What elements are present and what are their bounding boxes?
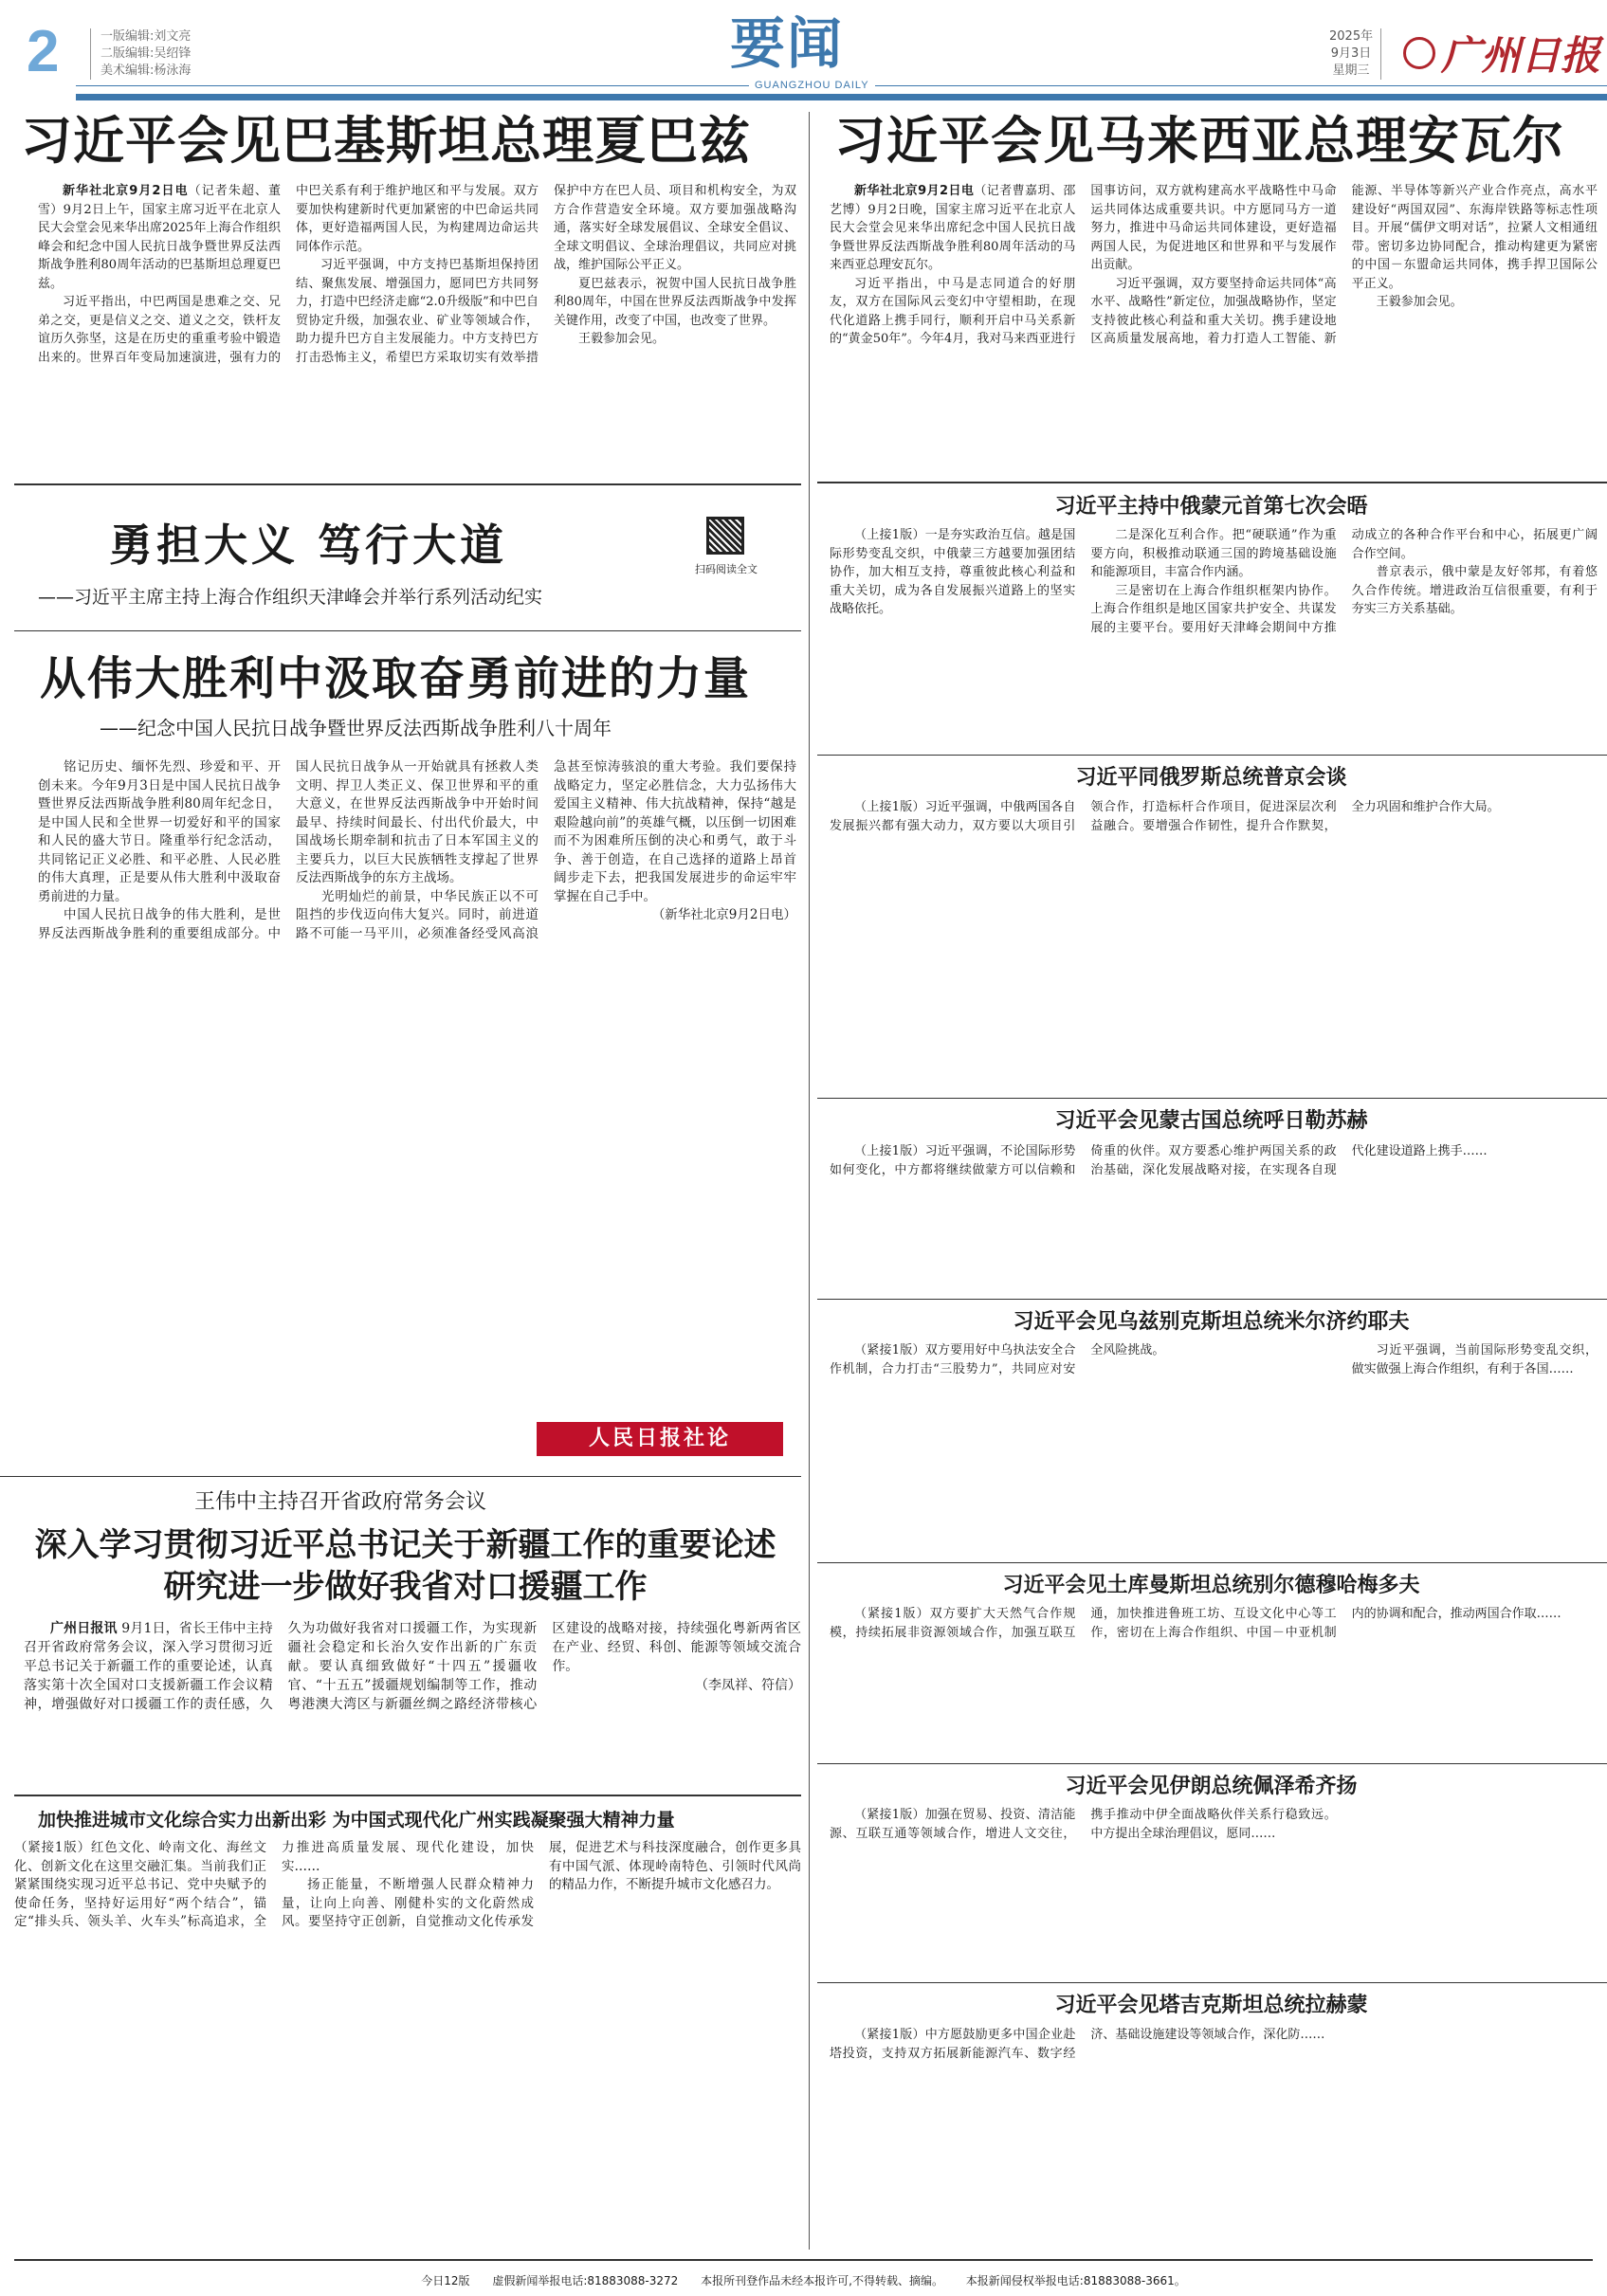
xinjiang-body: [24, 1619, 801, 1785]
story-headline: 习近平会见塔吉克斯坦总统拉赫蒙: [1054, 1994, 1368, 2017]
story-headline: 习近平同俄罗斯总统普京会谈: [1075, 766, 1347, 790]
story-body: [830, 2026, 1598, 2225]
qr-code-icon[interactable]: [706, 517, 744, 555]
culture-body: [14, 1839, 801, 2228]
dateline: 新华社北京9月2日电: [854, 184, 975, 198]
story-headline: 习近平主持中俄蒙元首第七次会晤: [1054, 495, 1368, 519]
feature-title: 勇担大义 笃行大道: [109, 519, 508, 571]
paragraph: 习近平强调，双方要坚持命运共同体“高水平、战略性”新定位，加强战略协作，坚定支持彼此核心利益和重大关切。携手建设地区高质量发展高地，着力打造人工智能、新能源、半导体等新兴产业合作亮点，高水平建设好“两国双园”、东海岸铁路等标志性项目。开展“儒伊文明对话”，拉紧人文相通纽带。密切多边协同配合，推动构建更为紧密的中国－东盟命运共同体，携手捍卫国际公平正义。: [1090, 184, 1598, 346]
editor-line: 一版编辑:刘文亮: [100, 29, 192, 44]
paragraph: 习近平强调，中方支持巴基斯坦保持团结、聚焦发展、增强国力，愿同巴方共同努力，打造中巴经济走廊“2.0升级版”和中巴自贸协定升级，加强农业、矿业等领域合作，助力提升巴方自主发展能力。中方支持巴方打击恐怖主义，希望巴方采取切实有效举措保护中方在巴人员、项目和机构安全，为双方合作营造安全环境。双方要加强战略沟通，落实好全球发展倡议、全球安全倡议、全球文明倡议、全球治理倡议，共同应对挑战，维护国际公平正义。: [296, 184, 796, 365]
paragraph: 中国人民抗日战争的伟大胜利，是世界反法西斯战争胜利的重要组成部分。中国人民抗日战争从一开始就具有拯救人类文明、捍卫人类正义、保卫世界和平的重大意义，在世界反法西斯战争中开始时间最早、持续时间最长、付出代价最大，中国战场长期牵制和抗击了日本军国主义的主要兵力，以巨大民族牺牲支撑起了世界反法西斯战争的东方主战场。: [38, 759, 539, 941]
culture-headline: 加快推进城市文化综合实力出新出彩 为中国式现代化广州实践凝聚强大精神力量: [38, 1810, 675, 1831]
dateline: 新华社北京9月2日电: [63, 184, 189, 198]
paragraph: 习近平指出，中马是志同道合的好朋友，双方在国际风云变幻中守望相助，在现代化道路上携手同行，顺利开启中马关系新的“黄金50年”。今年4月，我对马来西亚进行国事访问，双方就构建高水平战略性中马命运共同体达成重要共识。中方愿同马方一道努力，推进中马命运共同体建设，更好造福两国人民，为促进地区和世界和平与发展作出贡献。: [830, 184, 1337, 346]
xinjiang-headline: [0, 1524, 811, 1608]
editor-line: 美术编辑:杨泳海: [100, 64, 192, 78]
story-body: [830, 1605, 1598, 1757]
paragraph: 三是密切在上海合作组织框架内协作。上海合作组织是地区国家共护安全、共谋发展的主要平台。要用好天津峰会期间中方推动成立的各种合作平台和中心，拓展更广阔合作空间。: [1090, 528, 1598, 635]
feature-subtitle: ——习近平主席主持上海合作组织天津峰会并举行系列活动纪实: [38, 587, 543, 608]
paragraph: （紧接1版）加强在贸易、投资、清洁能源、互联互通等领域合作，增进人文交往，携手推动中伊全面战略伙伴关系行稳致远。中方提出全球治理倡议，愿同……: [830, 1808, 1337, 1841]
issue-date: [1329, 28, 1381, 80]
paragraph: 9月1日，省长王伟中主持召开省政府常务会议，深入学习贯彻习近平总书记关于新疆工作的重要论述，认真落实第十次全国对口支援新疆工作会议精神，增强做好对口援疆工作的责任感，久久为功做好我省对口援疆工作，为实现新疆社会稳定和长治久安作出新的广东贡献。要认真细致做好“十四五”援疆收官、“十五五”援疆规划编制等工作，推动粤港澳大湾区与新疆丝绸之路经济带核心区建设的战略对接，持续强化粤新两省区在产业、经贸、科创、能源等领域交流合作。: [24, 1621, 801, 1712]
footer: [0, 2272, 1607, 2288]
editorial-title: 从伟大胜利中汲取奋勇前进的力量: [40, 652, 752, 705]
date-year: 2025年: [1329, 29, 1374, 44]
xinjiang-kicker: 王伟中主持召开省政府常务会议: [194, 1490, 487, 1514]
column-divider: [809, 112, 810, 2250]
story-body: [830, 1341, 1598, 1559]
paragraph: 夏巴兹表示，祝贺中国人民抗日战争胜利80周年，中国在世界反法西斯战争中发挥关键作用，改变了中国，也改变了世界。: [554, 276, 796, 328]
masthead-bar: [76, 94, 1607, 100]
paragraph: （紧接1版）中方愿鼓励更多中国企业赴塔投资，支持双方拓展新能源汽车、数字经济、基础设施建设等领域合作，深化防……: [830, 2028, 1325, 2061]
editorial-body: [38, 758, 796, 1403]
story-body: [830, 798, 1598, 1092]
section-rule: [817, 1299, 1607, 1300]
headline-pakistan: 习近平会见巴基斯坦总理夏巴兹: [21, 111, 751, 171]
story-body: [830, 1806, 1598, 1977]
section-rule: [817, 755, 1607, 756]
footer-text: 本报所刊登作品未经本报许可,不得转载、摘编。: [701, 2274, 943, 2287]
paragraph: （上接1版）习近平强调，中俄两国各自发展振兴都有强大动力，双方要以大项目引领合作，打造标杆合作项目，促进深层次利益融合。要增强合作韧性，提升合作默契，全力巩固和维护合作大局。: [830, 800, 1500, 833]
paragraph: （上接1版）一是夯实政治互信。越是国际形势变乱交织，中俄蒙三方越要加强团结协作，加大相互支持，尊重彼此核心利益和重大关切，成为各自发展振兴道路上的坚实战略依托。: [830, 528, 1076, 616]
dateline: 广州日报讯: [50, 1621, 118, 1636]
section-rule: [817, 1982, 1607, 1983]
paragraph: 王毅参加会见。: [578, 332, 666, 346]
paragraph: （上接1版）习近平强调，不论国际形势如何变化，中方都将继续做蒙方可以信赖和倚重的伙伴。双方要悉心维护两国关系的政治基础，深化发展战略对接，在实现各自现代化建设道路上携手……: [830, 1144, 1488, 1177]
paragraph: 习近平指出，中巴两国是患难之交、兄弟之交，更是信义之交、道义之交，铁杆友谊历久弥坚，这是在历史的重重考验中锻造出来的。世界百年变局加速演进，强有力的中巴关系有利于维护地区和平与发展。双方要加快构建新时代更加紧密的中巴命运共同体，更好造福两国人民，为构建周边命运共同体作示范。: [38, 184, 539, 365]
page-number: 2: [27, 19, 60, 84]
article-pakistan: [38, 182, 796, 478]
story-body: [830, 526, 1598, 749]
story-headline: 习近平会见土库曼斯坦总统别尔德穆哈梅多夫: [1002, 1574, 1420, 1597]
newspaper-logo: [1403, 25, 1600, 82]
editor-line: 二版编辑:吴绍锋: [100, 46, 192, 61]
section-rule: [817, 482, 1607, 483]
paragraph: （记者朱超、董雪）9月2日上午，国家主席习近平在北京人民大会堂会见来华出席2025年上海合作组织峰会和纪念中国人民抗日战争暨世界反法西斯战争胜利80周年活动的巴基斯坦总理夏巴兹。: [38, 184, 281, 291]
section-subtitle: GUANGZHOU DAILY: [749, 80, 875, 92]
section-rule: [14, 1795, 801, 1796]
footer-text: 今日12版: [421, 2274, 470, 2287]
headline-line: 深入学习贯彻习近平总书记关于新疆工作的重要论述: [34, 1526, 776, 1564]
date-weekday: 星期三: [1332, 64, 1370, 78]
qr-label: 扫码阅读全文: [695, 563, 758, 575]
section-title: 要闻: [730, 11, 845, 76]
headline-line: 研究进一步做好我省对口援疆工作: [163, 1568, 648, 1606]
section-rule: [14, 630, 801, 631]
paragraph: 二是深化互利合作。把“硬联通”作为重要方向，积极推动联通三国的跨境基础设施和能源项目，丰富合作内涵。: [1090, 528, 1337, 579]
paragraph: （记者曹嘉玥、邵艺博）9月2日晚，国家主席习近平在北京人民大会堂会见来华出席纪念中国人民抗日战争暨世界反法西斯战争胜利80周年活动的马来西亚总理安瓦尔。: [830, 184, 1076, 272]
paragraph: 习近平强调，当前国际形势变乱交织，做实做强上海合作组织，有利于各国……: [1351, 1343, 1598, 1376]
footer-text: 本报新闻侵权举报电话:81883088-3661。: [965, 2274, 1186, 2287]
paragraph: 光明灿烂的前景，中华民族正以不可阻挡的步伐迈向伟大复兴。同时，前进道路不可能一马平川，必须准备经受风高浪急甚至惊涛骇浪的重大考验。我们要保持战略定力，坚定必胜信念，大力弘扬伟大爱国主义精神、伟大抗战精神，保持“越是艰险越向前”的英雄气概，以压倒一切困难而不为困难所压倒的决心和勇气，敢于斗争、善于创造，在自己选择的道路上昂首阔步走下去，把我国发展进步的命运牢牢掌握在自己手中。: [296, 759, 796, 941]
story-body: [830, 1142, 1598, 1294]
headline-malaysia: 习近平会见马来西亚总理安瓦尔: [834, 111, 1564, 171]
story-headline: 习近平会见乌兹别克斯坦总统米尔济约耶夫: [1013, 1310, 1410, 1334]
editorial-credit: （新华社北京9月2日电）: [651, 907, 796, 922]
logo-text: 广州日报: [1441, 32, 1601, 79]
story-headline: 习近平会见蒙古国总统呼日勒苏赫: [1054, 1109, 1368, 1133]
section-rule: [817, 1763, 1607, 1764]
footer-text: 虚假新闻举报电话:81883088-3272: [492, 2274, 679, 2287]
section-rule: [817, 1098, 1607, 1099]
paragraph: （紧接1版）红色文化、岭南文化、海丝文化、创新文化在这里交融汇集。当前我们正紧紧围绕实现习近平总书记、党中央赋予的使命任务，坚持好运用好“两个结合”，锚定“排头兵、领头羊、火车头”标高追求，全力推进高质量发展、现代化建设，加快实……: [14, 1840, 534, 1929]
paragraph: 铭记历史、缅怀先烈、珍爱和平、开创未来。今年9月3日是中国人民抗日战争暨世界反法西斯战争胜利80周年纪念日，是中国人民和全世界一切爱好和平的国家和人民的盛大节日。隆重举行纪念活动，共同铭记正义必胜、和平必胜、人民必胜的伟大真理，正是要从伟大胜利中汲取奋勇前进的力量。: [38, 759, 281, 904]
paragraph: （紧接1版）双方要扩大天然气合作规模，持续拓展非资源领域合作，加强互联互通，加快推进鲁班工坊、互设文化中心等工作，密切在上海合作组织、中国－中亚机制内的协调和配合，推动两国合作取……: [830, 1607, 1561, 1640]
article-malaysia: [830, 182, 1598, 471]
date-day: 9月3日: [1330, 46, 1372, 61]
footer-rule: [14, 2259, 1593, 2261]
paragraph: 王毅参加会见。: [1376, 295, 1463, 309]
section-rule: [0, 1476, 801, 1477]
story-headline: 习近平会见伊朗总统佩泽希齐扬: [1065, 1775, 1358, 1798]
logo-mark-icon: [1403, 37, 1435, 69]
xinjiang-credit: （李凤祥、符信）: [694, 1678, 801, 1693]
editorial-label: 人民日报社论: [537, 1422, 783, 1456]
editorial-subtitle: ——纪念中国人民抗日战争暨世界反法西斯战争胜利八十周年: [100, 717, 612, 739]
section-rule: [14, 483, 801, 485]
paragraph: 普京表示，俄中蒙是友好邻邦，有着悠久合作传统。增进政治互信很重要，有利于夯实三方关系基础。: [1351, 565, 1598, 616]
paragraph: （紧接1版）双方要用好中乌执法安全合作机制，合力打击“三股势力”，共同应对安全风险挑战。: [830, 1343, 1165, 1376]
paragraph: 扬正能量，不断增强人民群众精神力量，让向上向善、刚健朴实的文化蔚然成风。要坚持守正创新，自觉推动文化传承发展，促进艺术与科技深度融合，创作更多具有中国气派、体现岭南特色、引领时代风尚的精品力作，不断提升城市文化感召力。: [282, 1840, 801, 1929]
section-rule: [817, 1562, 1607, 1563]
editor-credits: [90, 28, 191, 80]
